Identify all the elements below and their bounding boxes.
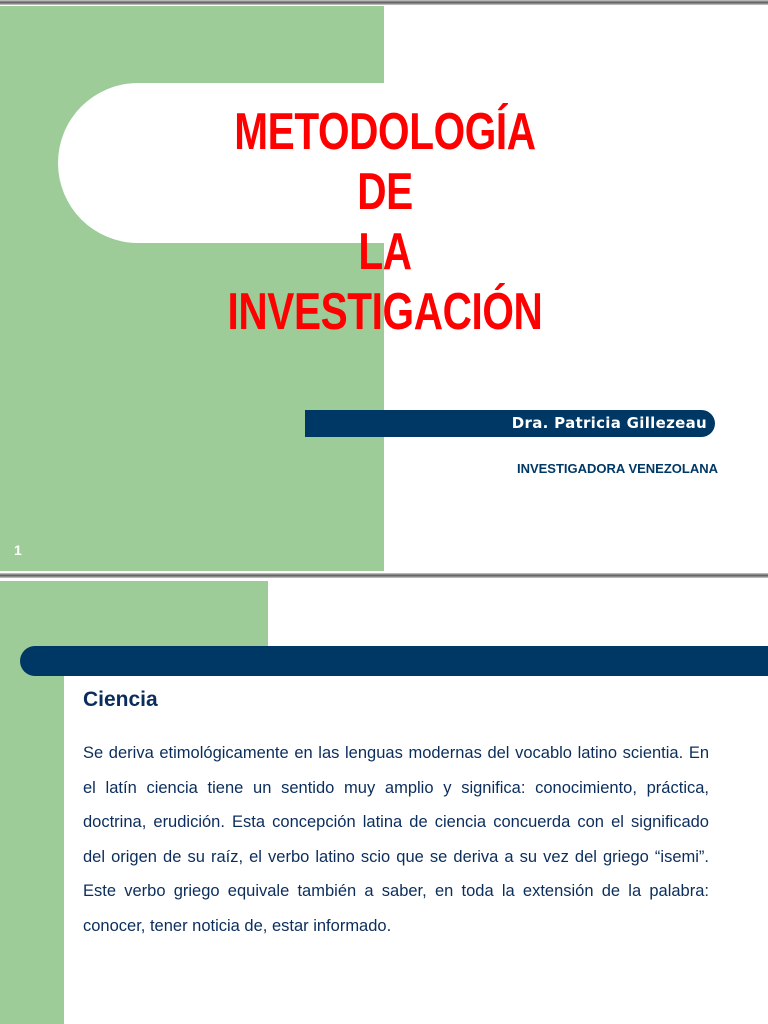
top-divider — [0, 0, 768, 5]
slide-2 — [0, 581, 768, 1024]
middle-divider — [0, 573, 768, 578]
author-name: Dra. Patricia Gillezeau — [511, 414, 707, 432]
green-panel-left — [0, 661, 64, 1024]
author-bar — [305, 410, 715, 437]
slide-title: METODOLOGÍA DE LA INVESTIGACIÓN — [227, 103, 543, 341]
section-heading: Ciencia — [83, 688, 158, 711]
body-paragraph: Se deriva etimológicamente en las lenguas modernas del vocablo latino scientia. En el latín ciencia tiene un sentido muy amplio y significa: conocimiento, práctica, doctrina, erudición. Esta concepción latina de ciencia concuerda con el significado del origen de su raíz, el verbo latino scio que se deriva a su vez del griego “isemi”. Este verbo griego equivale también a saber, en toda la extensión de la palabra: conocer, tener noticia de, estar informado. — [83, 744, 709, 935]
page-number: 1 — [14, 542, 22, 558]
header-bar — [20, 646, 768, 676]
author-subtitle: INVESTIGADORA VENEZOLANA — [516, 461, 718, 476]
slide-1 — [0, 6, 768, 571]
